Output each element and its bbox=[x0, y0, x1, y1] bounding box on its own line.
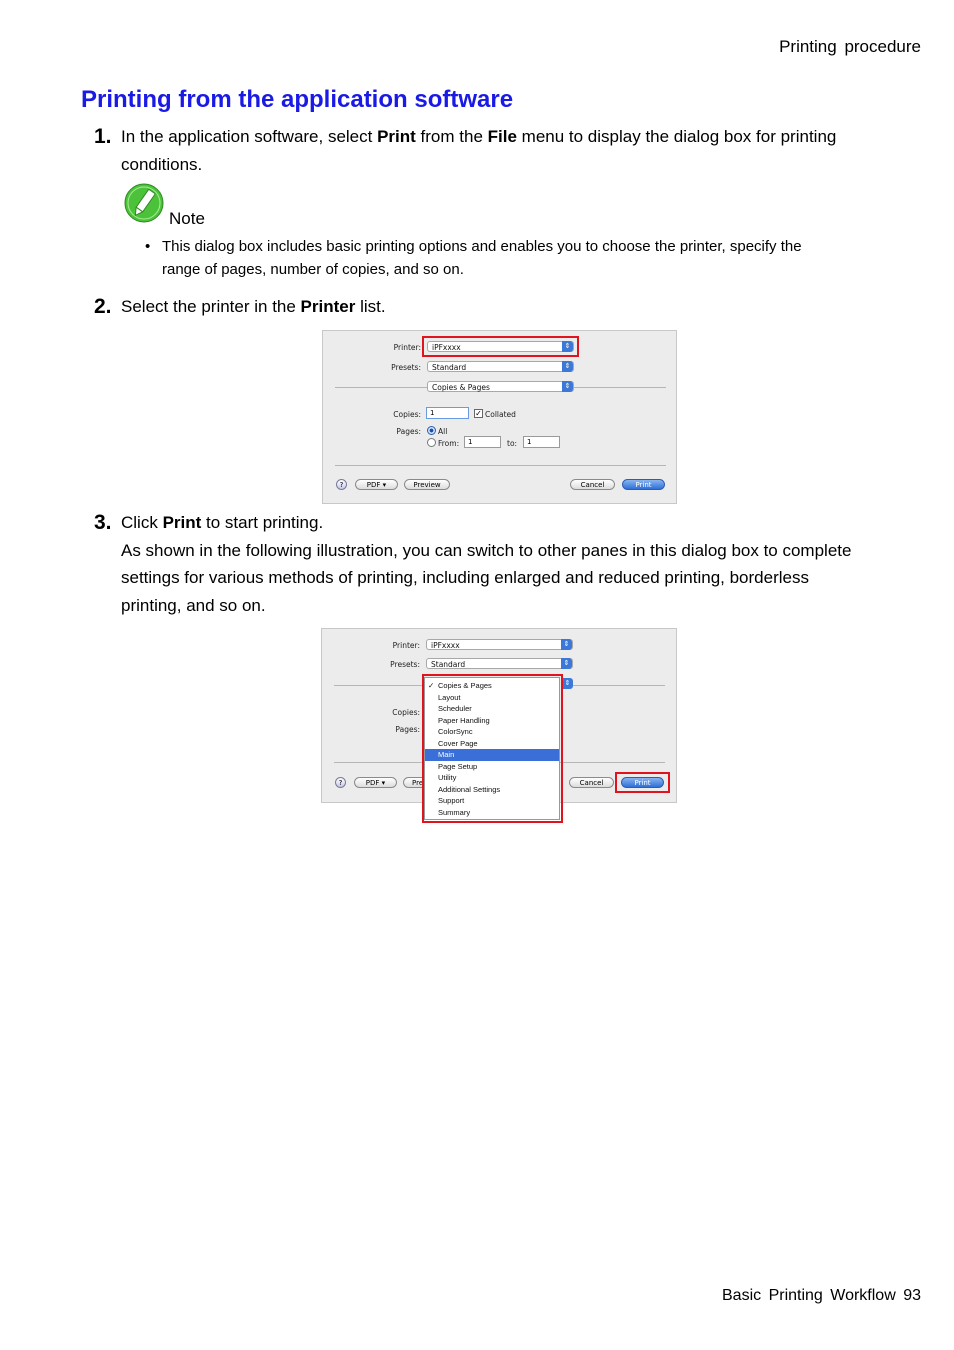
pdf-button[interactable]: PDF ▾ bbox=[354, 777, 397, 788]
menu-item-utility[interactable]: Utility bbox=[438, 773, 457, 782]
collated-checkbox[interactable]: ✓ bbox=[475, 409, 482, 418]
menu-item-label: Copies & Pages bbox=[438, 681, 492, 690]
menu-item-main[interactable]: Main bbox=[425, 749, 559, 761]
step-1-file-word: File bbox=[487, 127, 517, 146]
printer-select[interactable] bbox=[426, 639, 573, 650]
pdf-button[interactable]: PDF ▾ bbox=[355, 479, 398, 490]
step-1-print-word: Print bbox=[377, 127, 416, 146]
menu-item-cover-page[interactable]: Cover Page bbox=[438, 738, 478, 748]
collated-label: Collated bbox=[485, 410, 516, 419]
select-arrows-icon: ⇕ bbox=[562, 361, 573, 372]
pages-to-label: to: bbox=[507, 439, 518, 448]
preview-button[interactable]: Pre bbox=[403, 777, 449, 788]
menu-item-layout[interactable]: Layout bbox=[438, 692, 461, 702]
step-1-text-a: In the application software, select bbox=[121, 127, 378, 146]
select-arrows-icon: ⇕ bbox=[561, 639, 572, 650]
checkmark-icon: ✓ bbox=[428, 681, 435, 690]
presets-label: Presets: bbox=[391, 363, 421, 372]
printer-label: Printer: bbox=[393, 343, 421, 352]
copies-field[interactable]: 1 bbox=[426, 407, 469, 419]
presets-select-value: Standard bbox=[431, 660, 466, 669]
presets-label: Presets: bbox=[390, 660, 420, 669]
bottom-divider bbox=[335, 465, 666, 466]
preview-button[interactable]: Preview bbox=[404, 479, 450, 490]
running-header: Printing procedure bbox=[779, 37, 921, 56]
section-title: Printing from the application software bbox=[81, 86, 514, 113]
pages-label: Pages: bbox=[396, 427, 421, 436]
help-button[interactable]: ? bbox=[335, 777, 346, 788]
print-button[interactable]: Print bbox=[622, 479, 665, 490]
presets-select[interactable] bbox=[426, 658, 573, 669]
print-dialog-screenshot-1 bbox=[322, 330, 677, 504]
divider-right bbox=[574, 387, 666, 388]
step-3-para-line3: printing, and so on. bbox=[121, 595, 266, 615]
step-1-text-c: from the bbox=[415, 127, 488, 146]
select-arrows-icon: ⇕ bbox=[561, 658, 572, 669]
note-text bbox=[162, 235, 882, 281]
menu-item-scheduler[interactable]: Scheduler bbox=[438, 704, 472, 713]
step-2-text-a: Select the printer in the bbox=[121, 297, 301, 316]
menu-item-page-setup[interactable]: Page Setup bbox=[438, 761, 478, 771]
printer-select-value: iPFxxxx bbox=[432, 343, 461, 352]
step-3-text-c: to start printing. bbox=[201, 513, 324, 532]
menu-item-colorsync[interactable]: ColorSync bbox=[438, 727, 473, 736]
printer-label: Printer: bbox=[392, 641, 420, 650]
step-1-text-e: menu to display the dialog box for printing bbox=[516, 127, 837, 146]
help-button[interactable]: ? bbox=[336, 479, 347, 490]
select-arrows-icon: ⇕ bbox=[562, 341, 573, 352]
cancel-button[interactable]: Cancel bbox=[570, 479, 615, 490]
pages-from-label: From: bbox=[438, 439, 460, 448]
step-3-text bbox=[121, 509, 911, 619]
pages-all-radio[interactable] bbox=[427, 426, 436, 435]
menu-item-summary[interactable]: Summary bbox=[438, 807, 471, 817]
page-footer: Basic Printing Workflow 93 bbox=[722, 1287, 921, 1304]
note-bullet: • bbox=[145, 238, 151, 255]
copies-label: Copies: bbox=[393, 410, 421, 419]
step-3-para-line2: settings for various methods of printing, including enlarged and reduced printing, borderless bbox=[121, 568, 809, 587]
note-label: Note bbox=[169, 209, 205, 228]
step-3-text-a: Click bbox=[121, 513, 163, 532]
step-1-text bbox=[121, 123, 901, 178]
step-2-printer-word: Printer bbox=[300, 297, 356, 316]
pages-label: Pages: bbox=[395, 725, 420, 734]
note-pencil-icon bbox=[124, 183, 164, 223]
divider-right bbox=[573, 685, 665, 686]
pages-from-field[interactable]: 1 bbox=[464, 436, 501, 448]
note-text-line2: range of pages, number of copies, and so on. bbox=[162, 261, 464, 278]
step-2-text-c: list. bbox=[355, 297, 386, 316]
step-1-text-line2: conditions. bbox=[121, 154, 203, 174]
step-3-print-word: Print bbox=[162, 513, 202, 532]
cancel-button[interactable]: Cancel bbox=[569, 777, 614, 788]
step-2-number: 2. bbox=[94, 295, 112, 318]
printer-select-value: iPFxxxx bbox=[431, 641, 460, 650]
select-arrows-icon: ⇕ bbox=[562, 678, 573, 689]
pages-to-field[interactable]: 1 bbox=[523, 436, 560, 448]
menu-item-support[interactable]: Support bbox=[438, 796, 465, 805]
print-button[interactable]: Print bbox=[621, 777, 664, 788]
note-text-line1: This dialog box includes basic printing options and enables you to choose the printer, specify the bbox=[162, 238, 802, 255]
step-2-text bbox=[121, 293, 386, 321]
pane-select[interactable] bbox=[427, 381, 574, 392]
pages-all-label: All bbox=[438, 427, 448, 436]
step-1-number: 1. bbox=[94, 125, 112, 148]
copies-label: Copies: bbox=[392, 708, 420, 717]
divider-left bbox=[335, 387, 427, 388]
menu-item-additional-settings[interactable]: Additional Settings bbox=[438, 784, 501, 794]
divider-left bbox=[334, 685, 426, 686]
presets-select[interactable] bbox=[427, 361, 574, 372]
presets-select-value: Standard bbox=[432, 363, 467, 372]
step-3-para-line1: As shown in the following illustration, you can switch to other panes in this dialog box to complete bbox=[121, 540, 852, 560]
print-highlight-box bbox=[615, 772, 670, 793]
printer-highlight-box bbox=[422, 336, 579, 357]
select-arrows-icon: ⇕ bbox=[562, 381, 573, 392]
menu-item-paper-handling[interactable]: Paper Handling bbox=[438, 715, 490, 725]
step-3-number: 3. bbox=[94, 511, 112, 534]
pages-from-radio[interactable] bbox=[427, 438, 436, 447]
menu-highlight-box bbox=[422, 674, 563, 823]
pane-select-value: Copies & Pages bbox=[432, 383, 490, 392]
